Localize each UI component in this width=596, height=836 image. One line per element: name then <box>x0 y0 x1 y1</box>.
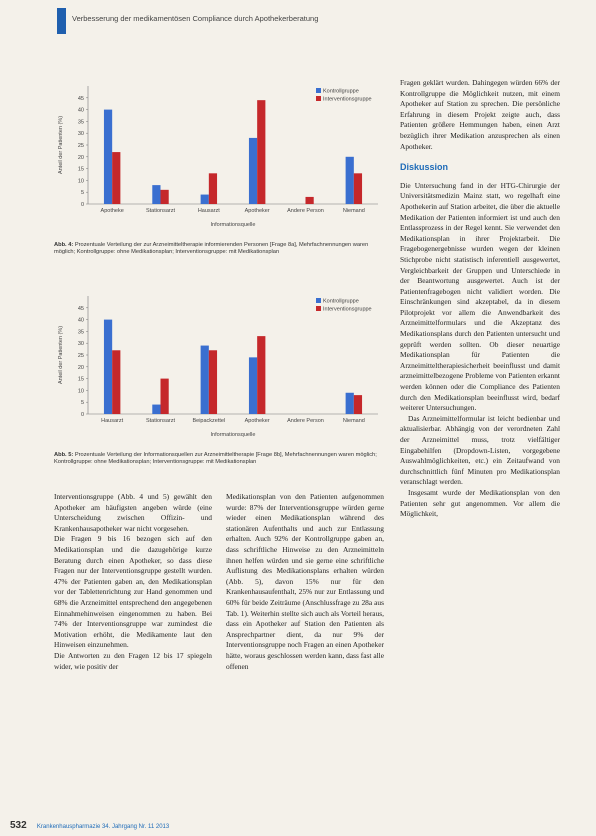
y-tick-label: 15 <box>77 376 84 383</box>
x-axis-label: Informationsquelle <box>210 222 256 228</box>
bar <box>152 185 160 204</box>
figure-4-caption <box>54 242 382 257</box>
y-tick-label: 40 <box>77 317 84 324</box>
y-tick-label: 20 <box>77 154 84 161</box>
chart-canvas <box>54 290 384 440</box>
y-axis-label: Anteil der Patienten (%) <box>58 325 64 385</box>
figure-5-caption-label: Abb. 5: <box>54 452 74 458</box>
header-color-bar <box>57 8 66 34</box>
x-tick-label: Stationsarzt <box>145 208 176 214</box>
bar <box>249 138 257 204</box>
chart-canvas <box>54 80 384 230</box>
figure-5-caption <box>54 452 382 467</box>
running-header: Verbesserung der medikamentösen Compliance durch Apothekerberatung <box>72 14 319 23</box>
legend-label: Kontrollgruppe <box>323 88 359 95</box>
y-tick-label: 30 <box>77 131 84 138</box>
y-tick-label: 20 <box>77 364 84 371</box>
legend-label: Kontrollgruppe <box>323 298 359 305</box>
y-tick-label: 0 <box>80 202 84 208</box>
legend-label: Interventionsgruppe <box>323 96 372 103</box>
y-tick-label: 30 <box>77 341 84 348</box>
legend-swatch <box>316 88 321 93</box>
bar <box>346 393 354 414</box>
x-tick-label: Apotheke <box>100 208 124 214</box>
page-number: 532 <box>10 820 27 831</box>
bar <box>152 405 160 414</box>
bar <box>306 197 314 204</box>
figure-4-caption-text: Prozentuale Verteilung der zur Arzneimitteltherapie informierenden Personen [Frage 8a], Mehrfachnennungen waren möglich; Kontrollgruppe: ohne Medikationsplan; Interventionsgruppe: mit Medikationsplan <box>54 242 369 256</box>
bar <box>257 100 265 204</box>
legend-swatch <box>316 298 321 303</box>
journal-name: Krankenhauspharmazie 34. Jahrgang Nr. 11 2013 <box>36 824 170 830</box>
x-tick-label: Apotheker <box>244 208 270 214</box>
right-paragraph-3: Das Arzneimittelformular ist leicht bedienbar und aktualisierbar. Abhängig von der verordneten Zahl der Arzneimittel muss, trotz vielfältiger Eingabehilfen (Dropdown-Listen, vorgegebene Auswahlmöglichkeiten, etc.) ein Zeitaufwand von durchschnittlich fünf Minuten pro Medikationsplan veranschlagt werden. <box>400 413 560 487</box>
bar <box>354 395 362 414</box>
x-tick-label: Beipackzettel <box>192 418 226 424</box>
x-tick-label: Niemand <box>342 418 365 424</box>
figure-5-chart <box>54 290 384 440</box>
x-tick-label: Andere Person <box>287 418 324 424</box>
x-tick-label: Niemand <box>342 208 365 214</box>
bar <box>346 157 354 204</box>
left-paragraph-2: Die Fragen 9 bis 16 bezogen sich auf den Medikationsplan und die dazugehörige kurze Beratung durch einen Apotheker, so dass diese Fragen nur der Interventionsgruppe gestellt wurden. 47% der Patienten gaben an, den Medikationsplan vor der Tablettenrichtung zur Hand genommen und 68% die Arzneimittel entsprechend den angegebenen Einnahmehinweisen eingenommen zu haben. Bei 74% der Interventionsgruppe war zumindest die Motivation erhöht, die Medikamente laut den Hinweisen einzunehmen. <box>54 534 212 650</box>
figure-5-caption-text: Prozentuale Verteilung der Informationsquellen zur Arzneimitteltherapie [Frage 8b], Mehrfachnennungen waren möglich; Kontrollgruppe: ohne Medikationsplan; Interventionsgruppe: mit Medikationsplan <box>54 452 377 466</box>
y-tick-label: 45 <box>77 305 84 312</box>
middle-column <box>226 492 384 672</box>
right-paragraph-1: Fragen geklärt wurden. Dahingegen würden 66% der Kontrollgruppe die Möglichkeit nutzen, mit einem Apotheker auf Station zu sprechen. Die persönliche Erfahrung in diesem Projekt zeigte auch, dass Patienten größere Hemmungen haben, einen Arzt bezüglich ihrer Medikation anzusprechen als einen Apotheker. <box>400 78 560 151</box>
y-tick-label: 5 <box>80 190 84 197</box>
bar <box>112 350 120 414</box>
x-tick-label: Hausarzt <box>101 418 124 424</box>
bar <box>112 152 120 204</box>
y-tick-label: 10 <box>77 178 84 185</box>
bar <box>161 190 169 204</box>
y-tick-label: 25 <box>77 143 84 149</box>
bar <box>201 195 209 204</box>
y-tick-label: 40 <box>77 107 84 114</box>
y-tick-label: 5 <box>80 400 84 407</box>
bar <box>249 357 257 414</box>
y-tick-label: 0 <box>80 412 84 418</box>
bar <box>209 173 217 204</box>
left-paragraph-1: Interventionsgruppe (Abb. 4 und 5) gewählt den Apotheker am häufigsten angeben würde (eine Unterscheidung zwischen Offizin- und Krankenhausapotheker war nicht vorgesehen. <box>54 492 212 533</box>
bar <box>209 350 217 414</box>
right-paragraph-4: Insgesamt wurde der Medikationsplan von den Patienten sehr gut angenommen. Vor allem die Möglichkeit, <box>400 487 560 519</box>
middle-paragraph-1: Medikationsplan von den Patienten aufgenommen wurde: 87% der Interventionsgruppe würden gerne wieder einen Medikationsplan während des stationären Aufenthalts und auch zur Entlassung erhalten. Auch 92% der Kontrollgruppe gaben an, dass schriftliche Hinweise zu den Arzneimitteln ihnen helfen würden und sie gerne eine schriftliche Auflistung des Medikationsplans erhalten würden (Abb. 5), davon 15% nur für den Krankenhausaufenthalt, 25% nur zur Entlassung und 60% für beide Zeiträume (Anschlussfrage zu 28a aus Tab. 1). Weiterhin stellte sich auch als Vorteil heraus, dass ein Apotheker auf Station den Patienten als Ansprechpartner dient, da nur 9% der Interventionsgruppe noch Fragen an einen Apotheker hätte, woraus geschlossen werden kann, dass fast alle offenen <box>226 492 384 671</box>
bar <box>104 320 112 414</box>
figure-4-chart <box>54 80 384 230</box>
legend-label: Interventionsgruppe <box>323 306 372 313</box>
legend-swatch <box>316 306 321 311</box>
right-column <box>400 78 560 520</box>
y-tick-label: 15 <box>77 166 84 173</box>
y-tick-label: 25 <box>77 353 84 359</box>
legend-swatch <box>316 96 321 101</box>
discussion-heading: Diskussion <box>400 162 449 173</box>
left-paragraph-3: Die Antworten zu den Fragen 12 bis 17 spiegeln wider, wie positiv der <box>54 650 212 671</box>
x-tick-label: Stationsarzt <box>145 418 176 424</box>
page-footer <box>10 820 169 831</box>
y-tick-label: 10 <box>77 388 84 395</box>
right-paragraph-2: Die Untersuchung fand in der HTG-Chirurgie der Universitätsmedizin Mainz statt, wo regelhaft eine Apothekerin auf Station arbeitet, die über die aktuelle Medikation der Patienten informiert ist und auch den Entlassprozess in der Regel kennt. Sie verwendet den Medikationsplan in ihrer Projektarbeit. Die Fragebogenergebnisse wurden wegen der kleinen Stichprobe nicht statistisch inferentiell ausgewertet, Vergleichbarkeit der Gruppen und Unterschiede in der Beantwortung ausgewertet. Auch ist der Patientenfragebogen nicht validiert worden. Die Einschränkungen sind akzeptabel, da in diesem Pilotprojekt vor allem die Anwendbarkeit des Arzneimittelformulars und die Akzeptanz des Medikationsplans durch den Patienten untersucht und geprüft werden sollten. Ob dieser neuartige Medikationsplan für Patienten die Arzneimitteltherapiesicherheit beeinflusst und damit arzneimittelbezogene Probleme von Patienten erkannt werden können oder die Compliance des Patienten durch den Medikationsplan beeinflusst wird, bedarf weiterer Untersuchungen. <box>400 180 560 413</box>
bar <box>257 336 265 414</box>
y-axis-label: Anteil der Patienten (%) <box>58 115 64 175</box>
bar <box>201 346 209 414</box>
left-column <box>54 492 212 672</box>
y-tick-label: 35 <box>77 329 84 336</box>
bar <box>161 379 169 414</box>
bar <box>354 173 362 204</box>
y-tick-label: 35 <box>77 119 84 126</box>
x-axis-label: Informationsquelle <box>210 432 256 438</box>
figure-4-caption-label: Abb. 4: <box>54 242 74 248</box>
y-tick-label: 45 <box>77 95 84 102</box>
x-tick-label: Hausarzt <box>197 208 220 214</box>
bar <box>104 110 112 204</box>
x-tick-label: Andere Person <box>287 208 324 214</box>
x-tick-label: Apotheker <box>244 418 270 424</box>
